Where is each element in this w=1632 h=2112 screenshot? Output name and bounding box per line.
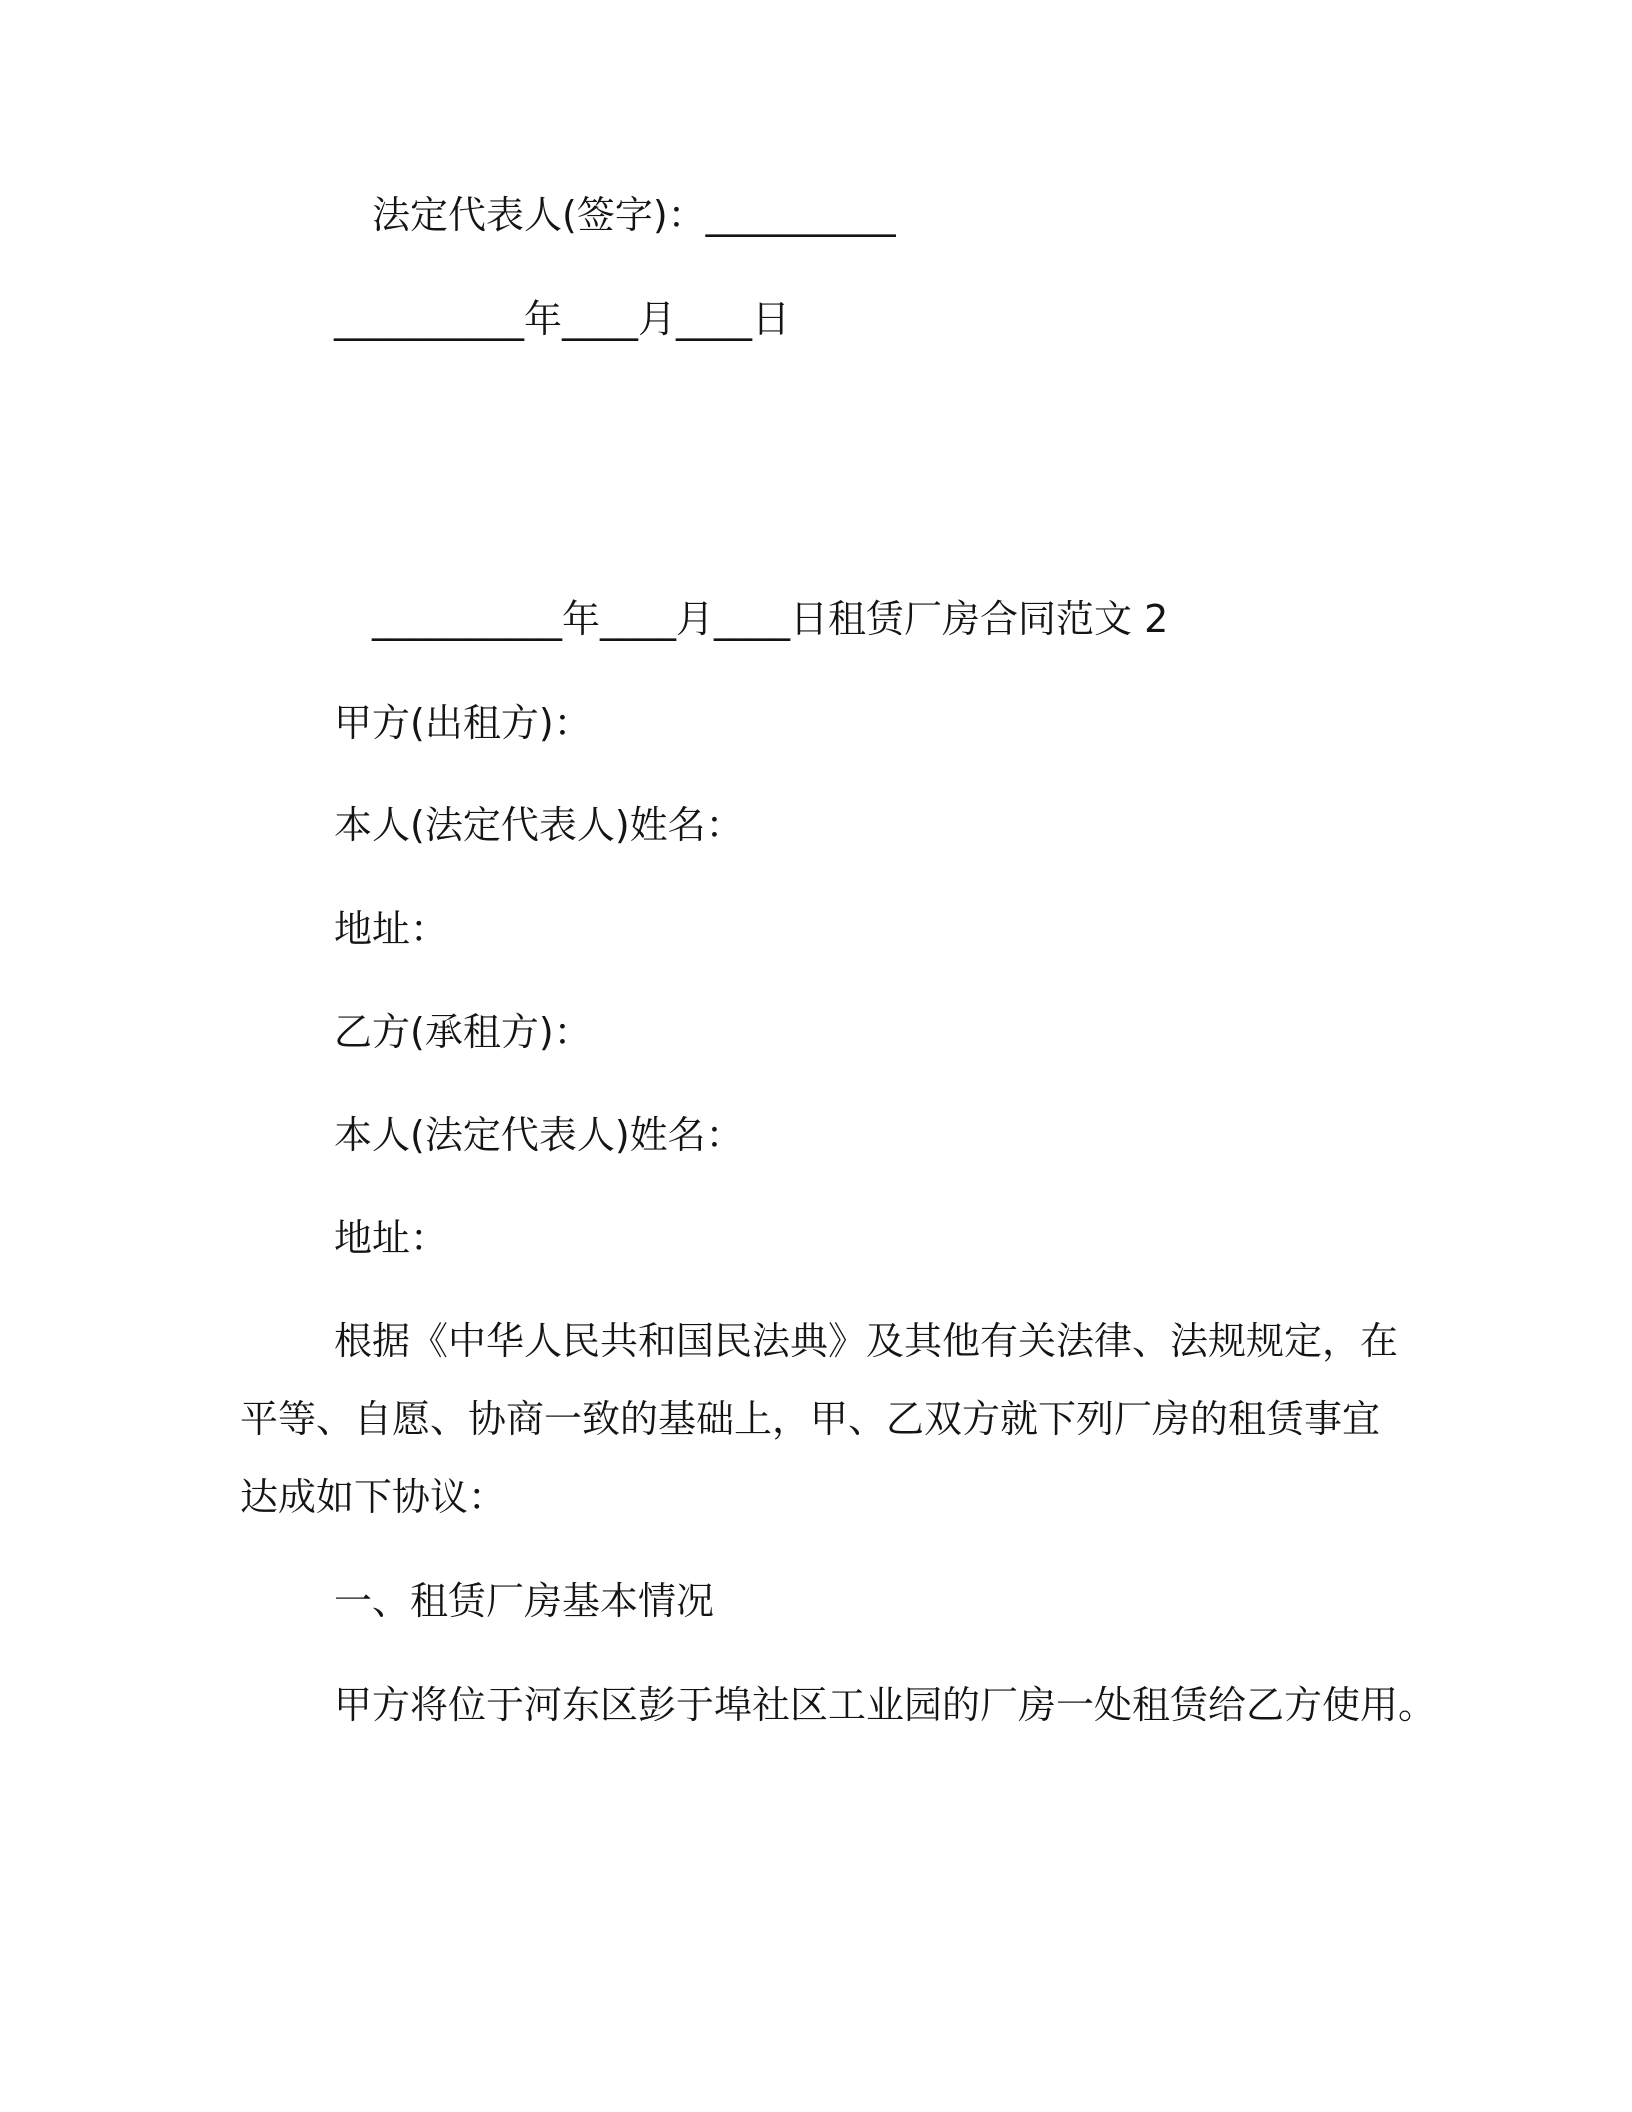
party-b-label: 乙方(承租方)： (334, 1010, 592, 1054)
section-1-heading: 一、租赁厂房基本情况 (334, 1579, 715, 1623)
legal-rep-signature-line: 法定代表人(签字)：__________ (372, 193, 896, 237)
party-a-label: 甲方(出租方)： (334, 701, 592, 745)
preamble-line-1: 根据《中华人民共和国民法典》及其他有关法律、法规规定，在 (334, 1319, 1399, 1363)
party-a-name-label: 本人(法定代表人)姓名： (334, 803, 744, 847)
contract-title: __________年____月____日租赁厂房合同范文 2 (372, 597, 1169, 641)
preamble-line-3: 达成如下协议： (240, 1475, 507, 1519)
section-1-text: 甲方将位于河东区彭于埠社区工业园的厂房一处租赁给乙方使用。 (334, 1683, 1437, 1727)
party-b-address-label: 地址： (334, 1216, 449, 1260)
party-a-address-label: 地址： (334, 907, 449, 951)
signature-date-line: __________年____月____日 (334, 297, 791, 341)
preamble-line-2: 平等、自愿、协商一致的基础上，甲、乙双方就下列厂房的租赁事宜 (240, 1397, 1381, 1441)
party-b-name-label: 本人(法定代表人)姓名： (334, 1113, 744, 1157)
